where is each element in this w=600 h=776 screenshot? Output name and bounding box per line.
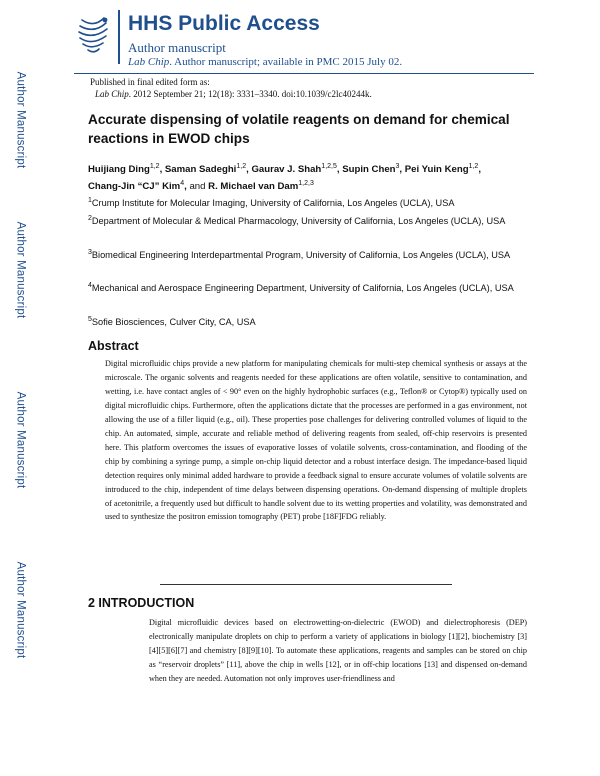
affiliation: $^2$Department of Molecular & Medical Pharmacology, University of California, Los Angeles (UCLA), USA [88, 215, 506, 227]
introduction-body: Digital microfluidic devices based on electrowetting-on-dielectric (EWOD) and dielectrophoresis (DEP) electronically manipulate droplets on chip to perform a variety of applications in biology [1][2], biochemistry [3][4][5][6][7] and chemistry [8][9][10]. To automate these applications, reagents and samples can be stored on chip as “reservoir droplets” [11], above the chip in wells [12], or in off-chip locations [13] and dispensed on-demand when they are needed. Automation not only improves user-friendliness and [149, 618, 527, 684]
author-list: Huijiang Ding$^{1,2}$, Saman Sadeghi$^{1,2}$, Gaurav J. Shah$^{1,2,5}$, Supin Chen$^3$, Pei Yuin Keng$^{1,2}$, Chang-Jin “CJ” Kim$^4$, and R. Michael van Dam$^{1,2,3}$ [88, 163, 481, 193]
header-divider [74, 73, 534, 74]
abstract-heading: Abstract [88, 339, 139, 353]
author-name: Huijiang Ding [88, 164, 150, 176]
author-name: Saman Sadeghi [164, 164, 237, 176]
author-name: Chang-Jin “CJ” Kim [88, 181, 181, 193]
side-label-author-manuscript: Author Manuscript [14, 221, 27, 319]
article-title: Accurate dispensing of volatile reagents on demand for chemical reactions in EWOD chips [88, 112, 510, 146]
affiliation: $^4$Mechanical and Aerospace Engineering Department, University of California, Los Angeles (UCLA), USA [88, 282, 514, 294]
side-label-author-manuscript: Author Manuscript [14, 391, 27, 489]
introduction-heading: 2 INTRODUCTION [88, 596, 195, 610]
abstract-body: Digital microfluidic chips provide a new platform for manipulating chemicals for multi-step chemical synthesis or assays at the microscale. The organic solvents and reagents needed for these applications are often volatile, sensitive to contamination, and wetting, i.e. have contact angles of < 90° even on the highly hydrophobic surfaces (e.g., Teflon® or Cytop®) typically used on digital microfluidic chips. Furthermore, often the applications dictate that the processes are performed in a gas environment, not allowing the use of a filler liquid (e.g., oil). These properties pose challenges for delivering controlled volumes of liquid to the chip. An automated, simple, accurate and reliable method of delivering reagents from sealed, off-chip reservoirs is presented here. This platform overcomes the issues of evaporative losses of volatile solvents, cross-contamination, and flooding of the chip by combining a syringe pump, a simple on-chip liquid detector and a robust interface design. The impedance-based liquid detection requires only minimal added hardware to provide a feedback signal to ensure accurate volumes of volatile solvents are introduced to the chip, independent of time delays between dispensing operations. On-demand dispensing of multiple droplets of acetonitrile, a frequently used but difficult to handle solvent due to its wetting properties and volatility, was demonstrated and used to synthesize the positron emission tomography (PET) probe [18F]FDG reliably. [105, 359, 527, 522]
author-name: Supin Chen [342, 164, 396, 176]
author-name: R. Michael van Dam [208, 181, 299, 193]
abstract-divider [160, 584, 452, 585]
published-label: Published in final edited form as: [90, 77, 210, 87]
hhs-eagle-logo-icon [74, 10, 120, 64]
affiliation: $^3$Biomedical Engineering Interdepartmental Program, University of California, Los Angeles (UCLA), USA [88, 249, 511, 261]
citation-line: Lab Chip. 2012 September 21; 12(18): 3331–3340. doi:10.1039/c2lc40244k. [95, 89, 372, 99]
author-manuscript-subtitle: Author manuscript [128, 40, 226, 55]
author-name: Pei Yuin Keng [404, 164, 469, 176]
side-label-author-manuscript: Author Manuscript [14, 561, 27, 659]
affiliation: $^5$Sofie Biosciences, Culver City, CA, USA [88, 316, 256, 328]
journal-availability: Lab Chip. Author manuscript; available in PMC 2015 July 02. [128, 56, 403, 68]
side-label-author-manuscript: Author Manuscript [14, 71, 27, 169]
hhs-public-access-title: HHS Public Access [128, 12, 320, 35]
author-name: Gaurav J. Shah [251, 164, 322, 176]
affiliation: $^1$Crump Institute for Molecular Imaging, University of California, Los Angeles (UCLA), USA [88, 197, 455, 209]
